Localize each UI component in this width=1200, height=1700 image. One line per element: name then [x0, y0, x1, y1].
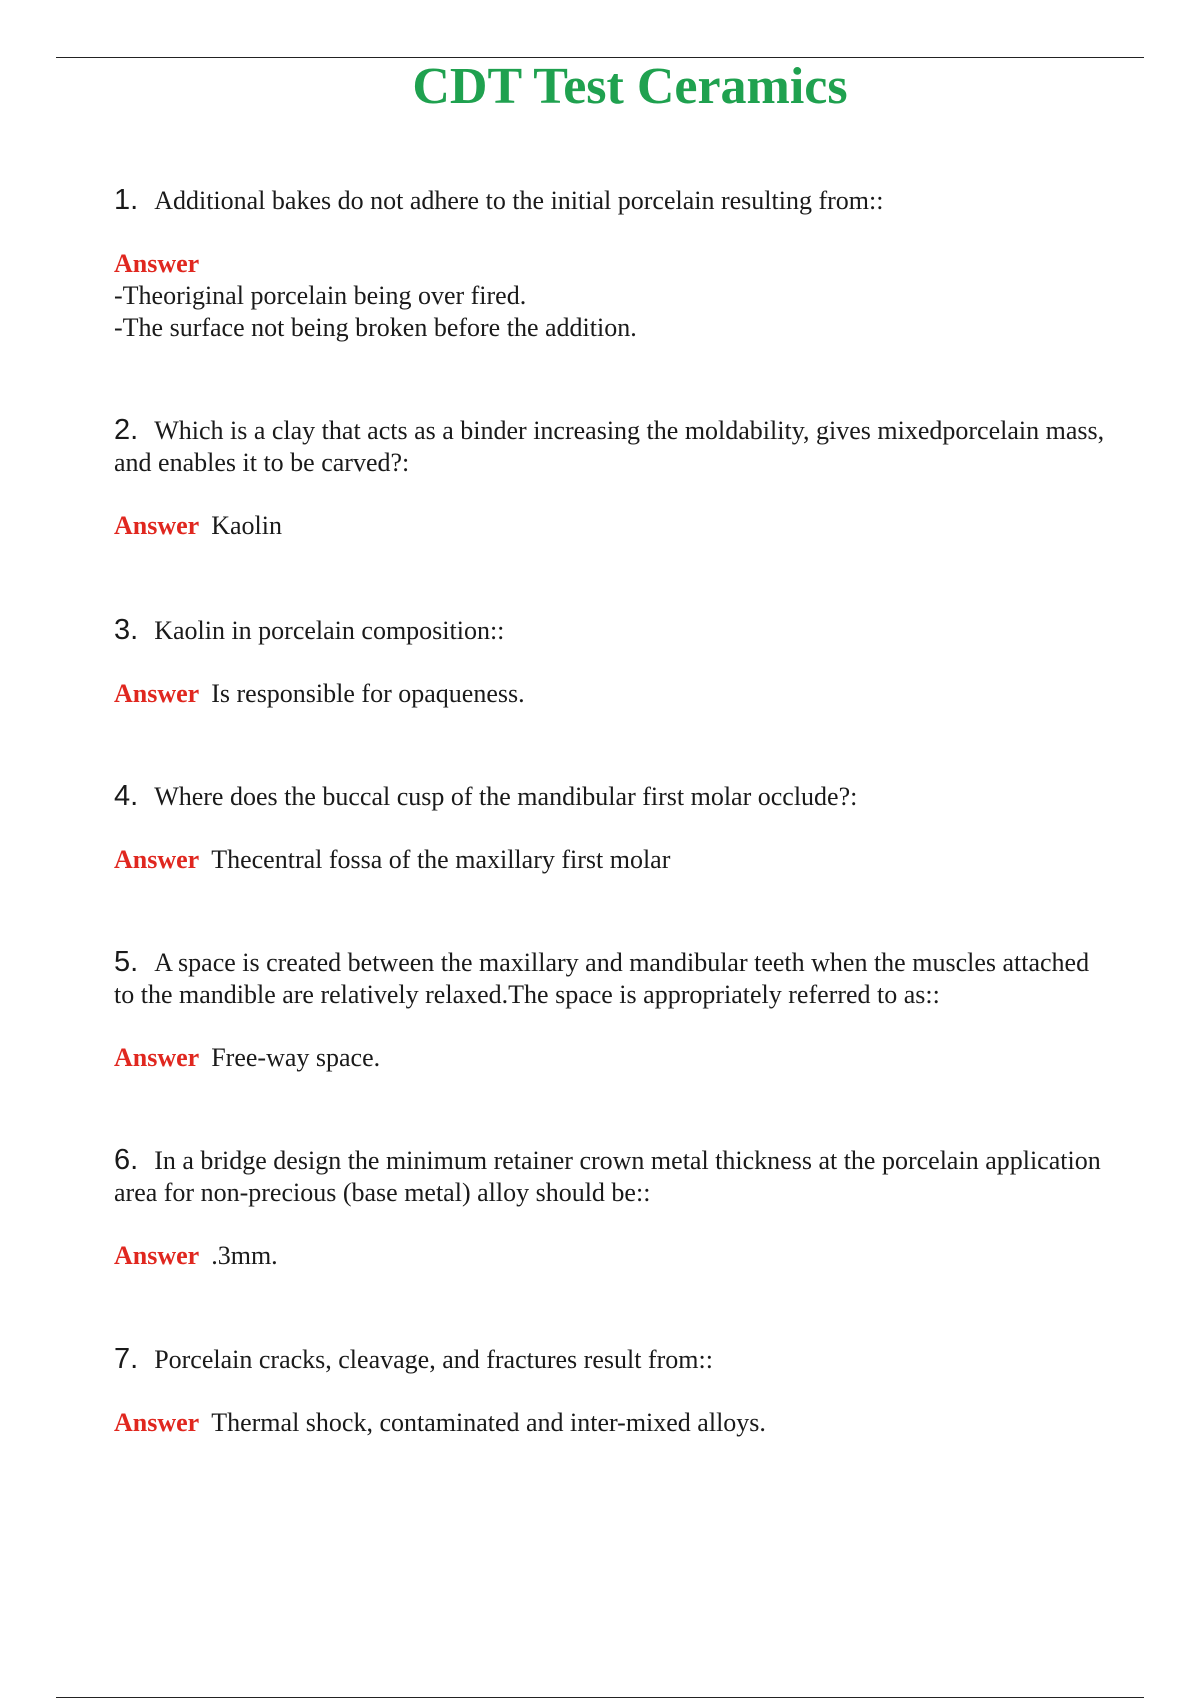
question-number: 1.: [114, 184, 139, 216]
question-body: Additional bakes do not adhere to the initial porcelain resulting from::: [154, 186, 884, 215]
question-7: [114, 1343, 1114, 1439]
question-text: [114, 414, 1114, 479]
question-text: [114, 614, 1114, 647]
answer-line: -The surface not being broken before the addition.: [114, 313, 637, 342]
answer-text: .3mm.: [211, 1241, 278, 1270]
answer-label: Answer: [114, 511, 200, 540]
question-text: [114, 780, 1114, 813]
answer-label: Answer: [114, 845, 200, 874]
question-body: In a bridge design the minimum retainer crown metal thickness at the porcelain application area for non-precious (base metal) alloy should be::: [114, 1146, 1101, 1207]
question-text: [114, 1343, 1114, 1376]
answer-text: Is responsible for opaqueness.: [211, 679, 525, 708]
question-number: 7.: [114, 1343, 139, 1375]
answer-text: Free-way space.: [211, 1043, 381, 1072]
question-number: 6.: [114, 1144, 139, 1176]
question-number: 5.: [114, 946, 139, 978]
answer-line: -Theoriginal porcelain being over fired.: [114, 281, 527, 310]
answer-text: Thermal shock, contaminated and inter-mixed alloys.: [211, 1408, 766, 1437]
question-text: [114, 946, 1114, 1011]
question-number: 3.: [114, 614, 139, 646]
answer-label: Answer: [114, 1408, 200, 1437]
answer-label: Answer: [114, 1241, 200, 1270]
question-body: Porcelain cracks, cleavage, and fractures result from::: [154, 1345, 713, 1374]
answer-text: Thecentral fossa of the maxillary first molar: [211, 845, 671, 874]
question-1: [114, 184, 1114, 344]
answer-block: [114, 510, 1114, 542]
question-text: [114, 1144, 1114, 1209]
bottom-rule: [56, 1697, 1144, 1698]
question-3: [114, 614, 1114, 710]
answer-label: Answer: [114, 249, 200, 278]
answer-block: [114, 678, 1114, 710]
answer-block: [114, 844, 1114, 876]
answer-block: [114, 1407, 1114, 1439]
answer-label: Answer: [114, 679, 200, 708]
answer-label: Answer: [114, 1043, 200, 1072]
answer-block: [114, 248, 1114, 344]
answer-text: Kaolin: [211, 511, 282, 540]
question-body: Kaolin in porcelain composition::: [154, 616, 505, 645]
question-6: [114, 1144, 1114, 1272]
question-number: 2.: [114, 414, 139, 446]
question-body: A space is created between the maxillary and mandibular teeth when the muscles attached to the mandible are relatively relaxed.The space is appropriately referred to as::: [114, 948, 1090, 1009]
question-body: Which is a clay that acts as a binder increasing the moldability, gives mixedporcelain mass, and enables it to be carved?:: [114, 416, 1105, 477]
page-title: CDT Test Ceramics: [412, 58, 848, 115]
question-5: [114, 946, 1114, 1074]
question-4: [114, 780, 1114, 876]
answer-block: [114, 1042, 1114, 1074]
question-body: Where does the buccal cusp of the mandibular first molar occlude?:: [154, 782, 858, 811]
question-2: [114, 414, 1114, 542]
question-number: 4.: [114, 780, 139, 812]
answer-block: [114, 1240, 1114, 1272]
question-text: [114, 184, 1114, 217]
